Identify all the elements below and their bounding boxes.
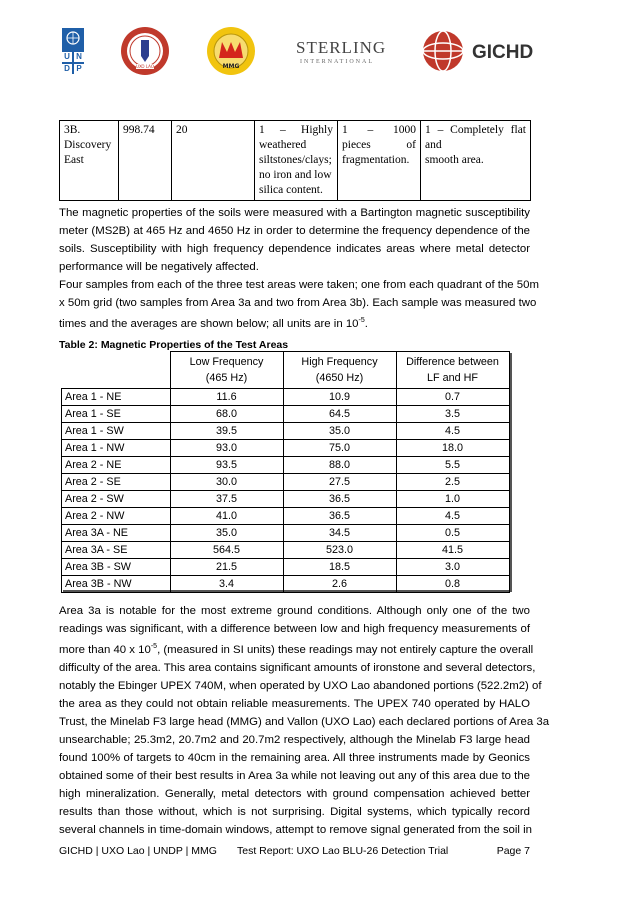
value-cell: 35.0 xyxy=(283,423,396,440)
text-line: x 50m grid (two samples from Area 3a and two from Area 3b). Each sample was measured two xyxy=(59,297,537,309)
value-cell: 39.5 xyxy=(170,423,283,440)
table-row xyxy=(62,576,510,593)
footer-page-number: Page 7 xyxy=(496,845,530,857)
text-line: readings was significant, with a difference between low and high frequency measurements of xyxy=(59,623,530,635)
svg-text:MMG: MMG xyxy=(222,63,240,70)
cell-line: smooth area. xyxy=(425,154,484,166)
footer-organizations: GICHD | UXO Lao | UNDP | MMG xyxy=(59,845,217,857)
value-cell: 75.0 xyxy=(283,440,396,457)
value-cell: 36.5 xyxy=(283,491,396,508)
header-line: LF and HF xyxy=(426,372,478,384)
value-cell: 5.5 xyxy=(396,457,509,474)
table-row xyxy=(62,457,510,474)
gichd-logo-text: GICHD xyxy=(472,42,534,63)
sterling-logo-text: STERLING xyxy=(296,38,387,57)
area-cell: Area 2 - SE xyxy=(62,474,171,491)
value-cell: 68.0 xyxy=(170,406,283,423)
value-cell: 1.0 xyxy=(396,491,509,508)
table-shadow xyxy=(510,353,512,592)
table-cell-terrain xyxy=(421,121,531,201)
text-line: found 100% of targets to 40cm in the remaining area. All three instruments made by Geonics xyxy=(59,751,530,764)
table-row xyxy=(62,491,510,508)
cell-line: 1 – Completely flat and xyxy=(425,124,526,151)
value-cell: 0.8 xyxy=(396,576,509,593)
value-cell: 37.5 xyxy=(170,491,283,508)
text-line: obtained some of their best results in Area 3a while not leaving out any of this area due to the xyxy=(59,769,530,782)
area-cell: Area 3A - SE xyxy=(62,542,171,559)
value-cell: 2.6 xyxy=(283,576,396,593)
header-high-frequency xyxy=(283,352,396,389)
text-line: soils. Susceptibility with high frequency dependence indicates areas where metal detector xyxy=(59,243,530,255)
value-cell: 3.4 xyxy=(170,576,283,593)
area-cell: Area 3B - NW xyxy=(62,576,171,593)
value-cell: 36.5 xyxy=(283,508,396,525)
text-line: Area 3a is notable for the most extreme ground conditions. Although only one of the two xyxy=(59,605,530,617)
value-cell: 0.5 xyxy=(396,525,509,542)
superscript: -5 xyxy=(358,317,365,324)
value-cell: 27.5 xyxy=(283,474,396,491)
value-cell: 93.0 xyxy=(170,440,283,457)
paragraph-samples xyxy=(59,276,539,333)
text-line: several channels in time-domain windows, attempt to remove signal generated from the soil in xyxy=(59,823,532,836)
value-cell: 10.9 xyxy=(283,389,396,406)
text-line: notably the Ebinger UPEX 740M, when operated by UXO Lao abandoned portions (522.2m2) of xyxy=(59,679,542,692)
text-fragment: , (measured in SI units) these readings may not entirely capture the overall xyxy=(157,643,534,656)
table-row xyxy=(60,121,531,201)
soil-description-table xyxy=(59,120,531,201)
value-cell: 41.0 xyxy=(170,508,283,525)
cell-text: 20 xyxy=(176,124,188,136)
text-line: Trust, the Minelab F3 large head (MMG) and Vallon (UXO Lao) each declared portions of Area 3a xyxy=(59,715,550,728)
table-cell-slope xyxy=(172,121,255,201)
header-line: High Frequency xyxy=(301,356,378,368)
value-cell: 564.5 xyxy=(170,542,283,559)
cell-line: weathered xyxy=(259,139,307,151)
header-line: (465 Hz) xyxy=(205,372,248,384)
table-caption: Table 2: Magnetic Properties of the Test Areas xyxy=(59,339,289,351)
value-cell: 18.5 xyxy=(283,559,396,576)
footer-report-title: Test Report: UXO Lao BLU-26 Detection Trial xyxy=(237,845,449,857)
text-line: performance will be negatively affected. xyxy=(59,261,259,273)
text-line: difficulty of the area. This area contains significant amounts of ironstone and several detectors, xyxy=(59,661,536,674)
text-line: results than those without, which is not surprising. Digital systems, which typically record xyxy=(59,805,530,818)
sterling-logo xyxy=(294,38,387,68)
area-cell: Area 3B - SW xyxy=(62,559,171,576)
header-line: Difference between xyxy=(406,356,499,368)
undp-logo xyxy=(62,28,84,74)
value-cell: 3.0 xyxy=(396,559,509,576)
table-body xyxy=(62,389,510,593)
table-row xyxy=(62,423,510,440)
undp-letter-d: D xyxy=(62,64,72,74)
cell-line: siltstones/clays; xyxy=(259,154,332,166)
table-row xyxy=(62,542,510,559)
value-cell: 35.0 xyxy=(170,525,283,542)
value-cell: 34.5 xyxy=(283,525,396,542)
value-cell: 0.7 xyxy=(396,389,509,406)
header-line: Low Frequency xyxy=(189,356,264,368)
value-cell: 30.0 xyxy=(170,474,283,491)
undp-letter-u: U xyxy=(62,52,72,62)
table-row xyxy=(62,440,510,457)
undp-letter-p: P xyxy=(74,64,84,74)
gichd-logo xyxy=(420,28,534,74)
value-cell: 18.0 xyxy=(396,440,509,457)
cell-line: silica content. xyxy=(259,184,323,196)
mmg-logo xyxy=(206,24,256,78)
table-row xyxy=(62,406,510,423)
cell-line: fragmentation. xyxy=(342,154,410,166)
text-fragment: . xyxy=(364,317,368,330)
cell-line: 1 – 1000 xyxy=(342,124,416,136)
magnetic-properties-table xyxy=(61,351,510,593)
header-difference xyxy=(396,352,509,389)
area-cell: Area 1 - SW xyxy=(62,423,171,440)
text-line xyxy=(59,312,530,333)
superscript: -5 xyxy=(150,643,158,650)
text-line xyxy=(59,638,534,659)
table-cell-fragmentation xyxy=(338,121,421,201)
table-row xyxy=(62,474,510,491)
area-cell: Area 2 - NE xyxy=(62,457,171,474)
text-fragment: more than 40 x 10 xyxy=(59,643,151,656)
text-fragment: times and the averages are shown below; all units are in 10 xyxy=(59,317,359,330)
area-cell: Area 2 - SW xyxy=(62,491,171,508)
paragraph-magnetic-properties xyxy=(59,204,530,276)
value-cell: 21.5 xyxy=(170,559,283,576)
header-line: (4650 Hz) xyxy=(315,372,364,384)
table-header-row xyxy=(62,352,510,389)
area-cell: Area 3A - NE xyxy=(62,525,171,542)
area-cell: Area 1 - NW xyxy=(62,440,171,457)
area-cell: Area 1 - SE xyxy=(62,406,171,423)
cell-text: 3B. Discovery East xyxy=(64,124,112,166)
value-cell: 4.5 xyxy=(396,508,509,525)
table-row xyxy=(62,389,510,406)
cell-line: no iron and low xyxy=(259,169,332,181)
value-cell: 88.0 xyxy=(283,457,396,474)
cell-text: 998.74 xyxy=(123,124,155,136)
table-row xyxy=(62,559,510,576)
value-cell: 64.5 xyxy=(283,406,396,423)
value-cell: 41.5 xyxy=(396,542,509,559)
text-line: Four samples from each of the three test areas were taken; one from each quadrant of the 50m xyxy=(59,279,539,291)
text-line: high mineralization. Generally, metal detectors with ground compensation achieved better xyxy=(59,787,530,800)
table-cell-area xyxy=(60,121,119,201)
area-cell: Area 2 - NW xyxy=(62,508,171,525)
header-logos xyxy=(0,20,638,80)
text-line: the area as they could not obtain reliable measurements. The UPEX 740 operated by HALO xyxy=(59,697,530,710)
text-line: meter (MS2B) at 465 Hz and 4650 Hz in order to determine the frequency dependence of the xyxy=(59,225,530,237)
paragraph-area-3a xyxy=(59,602,550,839)
header-low-frequency xyxy=(170,352,283,389)
table-cell-soil xyxy=(255,121,338,201)
value-cell: 3.5 xyxy=(396,406,509,423)
area-cell: Area 1 - NE xyxy=(62,389,171,406)
value-cell: 11.6 xyxy=(170,389,283,406)
header-empty-cell xyxy=(62,352,171,389)
table-row xyxy=(62,525,510,542)
undp-letter-n: N xyxy=(74,52,84,62)
un-emblem-icon xyxy=(62,28,84,50)
value-cell: 2.5 xyxy=(396,474,509,491)
table-row xyxy=(62,508,510,525)
table-cell-elevation xyxy=(119,121,172,201)
text-line: The magnetic properties of the soils were measured with a Bartington magnetic susceptibility xyxy=(59,207,530,219)
cell-line: 1 – Highly xyxy=(259,124,333,136)
cell-line: pieces of xyxy=(342,139,416,151)
value-cell: 4.5 xyxy=(396,423,509,440)
svg-text:UXO LAO: UXO LAO xyxy=(136,64,154,69)
value-cell: 93.5 xyxy=(170,457,283,474)
globe-icon xyxy=(420,28,466,74)
value-cell: 523.0 xyxy=(283,542,396,559)
text-line: unsearchable; 25.3m2, 20.7m2 and 20.7m2 respectively, although the Minelab F3 large head xyxy=(59,733,530,746)
sterling-logo-subtext: INTERNATIONAL xyxy=(300,59,374,65)
uxo-lao-logo xyxy=(120,26,170,76)
